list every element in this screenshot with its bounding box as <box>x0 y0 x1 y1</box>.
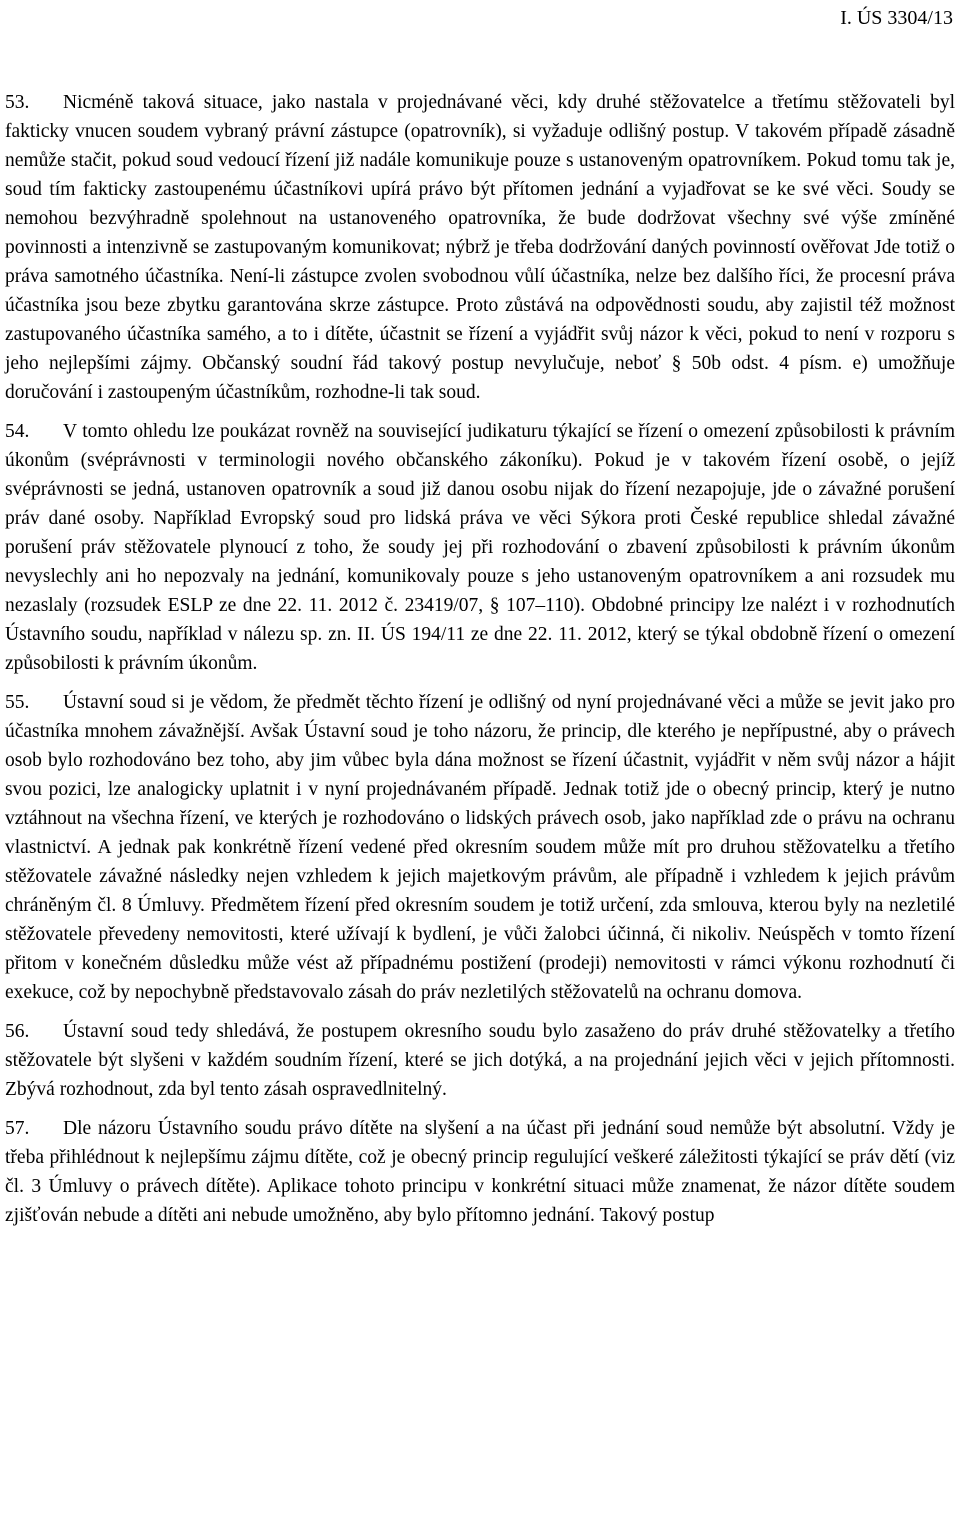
document-body <box>5 88 955 1240</box>
case-number-header: I. ÚS 3304/13 <box>840 7 953 29</box>
paragraph-text: Nicméně taková situace, jako nastala v projednávané věci, kdy druhé stěžovatelce a třetímu stěžovateli byl fakticky vnucen soudem vybraný právní zástupce (opatrovník), si vyžaduje odlišný postup. V takovém případě zásadně nemůže stačit, pokud soud vedoucí řízení již nadále komunikuje pouze s ustanoveným opatrovníkem. Pokud tomu tak je, soud tím fakticky zastoupenému účastníkovi upírá právo být přítomen jednání a vyjadřovat se ke své věci. Soudy se nemohou bezvýhradně spolehnout na ustanoveného opatrovníka, že bude dodržovat všechny své výše zmíněné povinnosti a intenzivně se zastupovaným komunikovat; nýbrž je třeba dodržování daných povinností ověřovat Jde totiž o práva samotného účastníka. Není-li zástupce zvolen svobodnou vůlí účastníka, nelze bez dalšího říci, že procesní práva účastníka jsou beze zbytku garantována skrze zástupce. Proto zůstává na odpovědnosti soudu, aby zajistil též možnost zastupovaného účastníka samého, a to i dítěte, účastnit se řízení a vyjádřit svůj názor k věci, pokud to není v rozporu s jeho nejlepšími zájmy. Občanský soudní řád takový postup nevylučuje, neboť § 50b odst. 4 písm. e) umožňuje doručování i zastoupeným účastníkům, rozhodne-li tak soud. <box>5 92 955 403</box>
paragraph-number: 54. <box>5 421 30 442</box>
paragraph-number: 57. <box>5 1118 30 1139</box>
paragraph-54 <box>5 417 955 678</box>
paragraph-number: 56. <box>5 1021 30 1042</box>
paragraph-text: Ústavní soud tedy shledává, že postupem okresního soudu bylo zasaženo do práv druhé stěžovatelky a třetího stěžovatele být slyšeni v každém soudním řízení, které se jich dotýká, a na projednání jejich věci v jejich přítomnosti. Zbývá rozhodnout, zda byl tento zásah ospravedlnitelný. <box>5 1021 955 1100</box>
paragraph-57 <box>5 1114 955 1230</box>
paragraph-55 <box>5 688 955 1007</box>
paragraph-number: 53. <box>5 92 30 113</box>
paragraph-text: V tomto ohledu lze poukázat rovněž na související judikaturu týkající se řízení o omezení způsobilosti k právním úkonům (svéprávnosti v terminologii nového občanského zákoníku). Pokud je v takovém řízení osobě, o jejíž svéprávnosti se jedná, ustanoven opatrovník a soud již danou osobu nijak do řízení nezapojuje, jde o závažné porušení práv dané osoby. Například Evropský soud pro lidská práva ve věci Sýkora proti České republice shledal závažné porušení práv stěžovatele plynoucí z toho, že soudy jej při rozhodování o zbavení způsobilosti k právním úkonům nevyslechly ani ho nepozvaly na jednání, komunikovaly pouze s jeho ustanoveným opatrovníkem a ani rozsudek mu nezaslaly (rozsudek ESLP ze dne 22. 11. 2012 č. 23419/07, § 107–110). Obdobné principy lze nalézt i v rozhodnutích Ústavního soudu, například v nálezu sp. zn. II. ÚS 194/11 ze dne 22. 11. 2012, který se týkal obdobně řízení o omezení způsobilosti k právním úkonům. <box>5 421 955 674</box>
paragraph-56 <box>5 1017 955 1104</box>
paragraph-53 <box>5 88 955 407</box>
paragraph-text: Dle názoru Ústavního soudu právo dítěte na slyšení a na účast při jednání soud nemůže být absolutní. Vždy je třeba přihlédnout k nejlepšímu zájmu dítěte, což je obecný princip regulující veškeré záležitosti týkající se práv dětí (viz čl. 3 Úmluvy o právech dítěte). Aplikace tohoto principu v konkrétní situaci může znamenat, že názor dítěte soudem zjišťován nebude a dítěti ani nebude umožněno, aby bylo přítomno jednání. Takový postup <box>5 1118 955 1226</box>
paragraph-text: Ústavní soud si je vědom, že předmět těchto řízení je odlišný od nyní projednávané věci a může se jevit jako pro účastníka mnohem závažnější. Avšak Ústavní soud je toho názoru, že princip, dle kterého je nepřípustné, aby o právech osob bylo rozhodováno bez toho, aby jim vůbec byla dána možnost se řízení účastnit, vyjádřit v něm svůj názor a hájit svou pozici, lze analogicky uplatnit i v nyní projednávaném případě. Jednak totiž jde o obecný princip, který je nutno vztáhnout na všechna řízení, ve kterých je rozhodováno o lidských právech osob, jako například zde o právu na ochranu vlastnictví. A jednak pak konkrétně řízení vedené před okresním soudem může mít pro druhou stěžovatelku a třetího stěžovatele závažné následky nejen vzhledem k jejich majetkovým právům, ale případně i vzhledem k jejich právům chráněným čl. 8 Úmluvy. Předmětem řízení před okresním soudem je totiž určení, zda smlouva, kterou byly na nezletilé stěžovatele převedeny nemovitosti, které užívají k bydlení, je vůči žalobci účinná, či nikoliv. Neúspěch v tomto řízení přitom v konečném důsledku může vést až případnému postižení (prodeji) nemovitosti v rámci výkonu rozhodnutí či exekuce, což by nepochybně představovalo zásah do práv nezletilých stěžovatelů na ochranu domova. <box>5 692 955 1003</box>
paragraph-number: 55. <box>5 692 30 713</box>
